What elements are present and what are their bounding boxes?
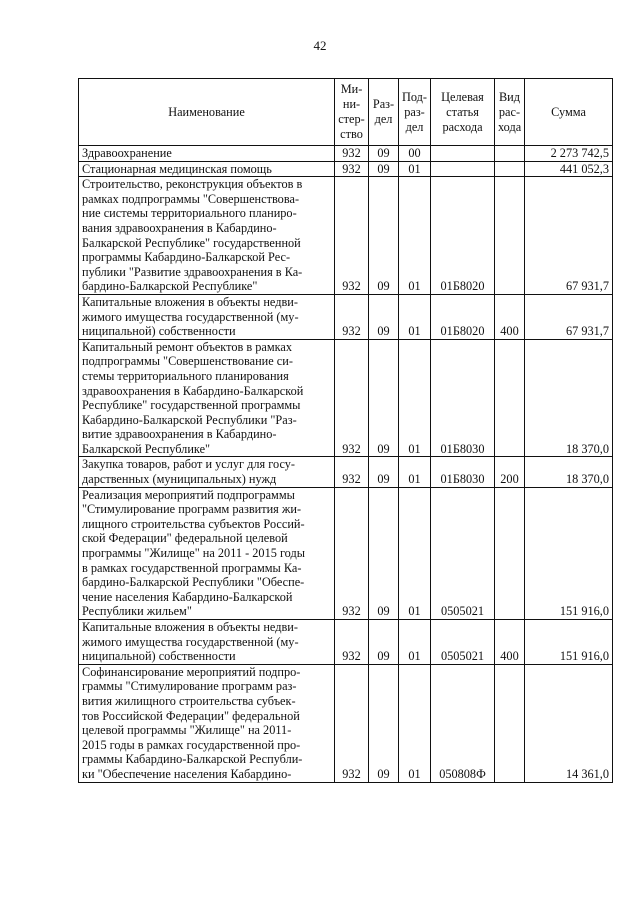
cell-ministry: 932 [335,177,369,295]
cell-ministry: 932 [335,161,369,177]
cell-amount: 14 361,0 [525,664,613,782]
cell-target: 01Б8030 [431,339,495,457]
cell-amount: 67 931,7 [525,294,613,339]
cell-amount: 18 370,0 [525,339,613,457]
cell-name: Закупка товаров, работ и услуг для госу- дарственных (муниципальных) нужд [79,457,335,487]
cell-section: 09 [369,146,399,162]
cell-type [495,339,525,457]
cell-type [495,161,525,177]
cell-name: Капитальный ремонт объектов в рамках подпрограммы "Совершенствование си- стемы территориального планирования здравоохранения в Кабардино-Балкарской Республике" государственной программы Кабардино-Балкарской Республики "Раз- витие здравоохранения в Кабардино- Балкарской Республике" [79,339,335,457]
cell-section: 09 [369,161,399,177]
cell-subsection: 01 [399,339,431,457]
cell-amount: 441 052,3 [525,161,613,177]
header-amount: Сумма [525,79,613,146]
cell-section: 09 [369,294,399,339]
table-row [79,487,613,619]
cell-ministry: 932 [335,487,369,619]
cell-name: Капитальные вложения в объекты недви- жимого имущества государственной (му- ниципальной) собственности [79,294,335,339]
cell-type: 400 [495,294,525,339]
header-type: Вид рас- хода [495,79,525,146]
table-row [79,664,613,782]
cell-target: 0505021 [431,487,495,619]
cell-subsection: 00 [399,146,431,162]
cell-section: 09 [369,457,399,487]
cell-ministry: 932 [335,620,369,665]
cell-ministry: 932 [335,457,369,487]
cell-subsection: 01 [399,664,431,782]
cell-name: Реализация мероприятий подпрограммы "Стимулирование программ развития жи- лищного строительства субъектов Россий- ской Федерации" федеральной целевой программы "Жилище" на 2011 - 2015 годы в рамках государственной программы Ка- бардино-Балкарской Республики "Обеспе- чение населения Кабардино-Балкарской Республики жильем" [79,487,335,619]
cell-type: 400 [495,620,525,665]
table-body [79,146,613,783]
cell-subsection: 01 [399,294,431,339]
cell-ministry: 932 [335,146,369,162]
header-subsection: Под- раз- дел [399,79,431,146]
header-row [79,79,613,146]
table-row [79,620,613,665]
cell-amount: 2 273 742,5 [525,146,613,162]
cell-type [495,487,525,619]
header-ministry: Ми- ни- стер- ство [335,79,369,146]
table-row [79,161,613,177]
table-row [79,457,613,487]
header-section: Раз- дел [369,79,399,146]
cell-target: 01Б8030 [431,457,495,487]
cell-section: 09 [369,487,399,619]
cell-subsection: 01 [399,487,431,619]
cell-target [431,146,495,162]
cell-ministry: 932 [335,339,369,457]
cell-subsection: 01 [399,620,431,665]
cell-ministry: 932 [335,664,369,782]
cell-amount: 67 931,7 [525,177,613,295]
table-row [79,177,613,295]
cell-amount: 151 916,0 [525,620,613,665]
table-row [79,294,613,339]
cell-subsection: 01 [399,457,431,487]
cell-target: 01Б8020 [431,177,495,295]
cell-type [495,177,525,295]
cell-section: 09 [369,620,399,665]
cell-name: Строительство, реконструкция объектов в рамках подпрограммы "Совершенствова- ние системы территориального планиро- вания здравоохранения в Кабардино- Балкарской Республике" государственной программы Кабардино-Балкарской Рес- публики "Развитие здравоохранения в Ка- бардино-Балкарской Республике" [79,177,335,295]
cell-type: 200 [495,457,525,487]
cell-target: 01Б8020 [431,294,495,339]
cell-amount: 151 916,0 [525,487,613,619]
cell-ministry: 932 [335,294,369,339]
cell-subsection: 01 [399,161,431,177]
cell-name: Стационарная медицинская помощь [79,161,335,177]
header-target: Целевая статья расхода [431,79,495,146]
cell-section: 09 [369,177,399,295]
cell-target: 050808Ф [431,664,495,782]
cell-target [431,161,495,177]
cell-section: 09 [369,339,399,457]
budget-table [78,78,613,783]
cell-subsection: 01 [399,177,431,295]
cell-name: Софинансирование мероприятий подпро- граммы "Стимулирование программ раз- вития жилищного строительства субъек- тов Российской Федерации" федеральной целевой программы "Жилище" на 2011- 2015 годы в рамках государственной про- граммы Кабардино-Балкарской Республи- ки "Обеспечение населения Кабардино- [79,664,335,782]
page-number: 42 [313,38,327,53]
cell-section: 09 [369,664,399,782]
cell-amount: 18 370,0 [525,457,613,487]
cell-name: Капитальные вложения в объекты недви- жимого имущества государственной (му- ниципальной) собственности [79,620,335,665]
table-row [79,146,613,162]
cell-name: Здравоохранение [79,146,335,162]
cell-type [495,146,525,162]
table-row [79,339,613,457]
cell-target: 0505021 [431,620,495,665]
header-name: Наименование [79,79,335,146]
cell-type [495,664,525,782]
